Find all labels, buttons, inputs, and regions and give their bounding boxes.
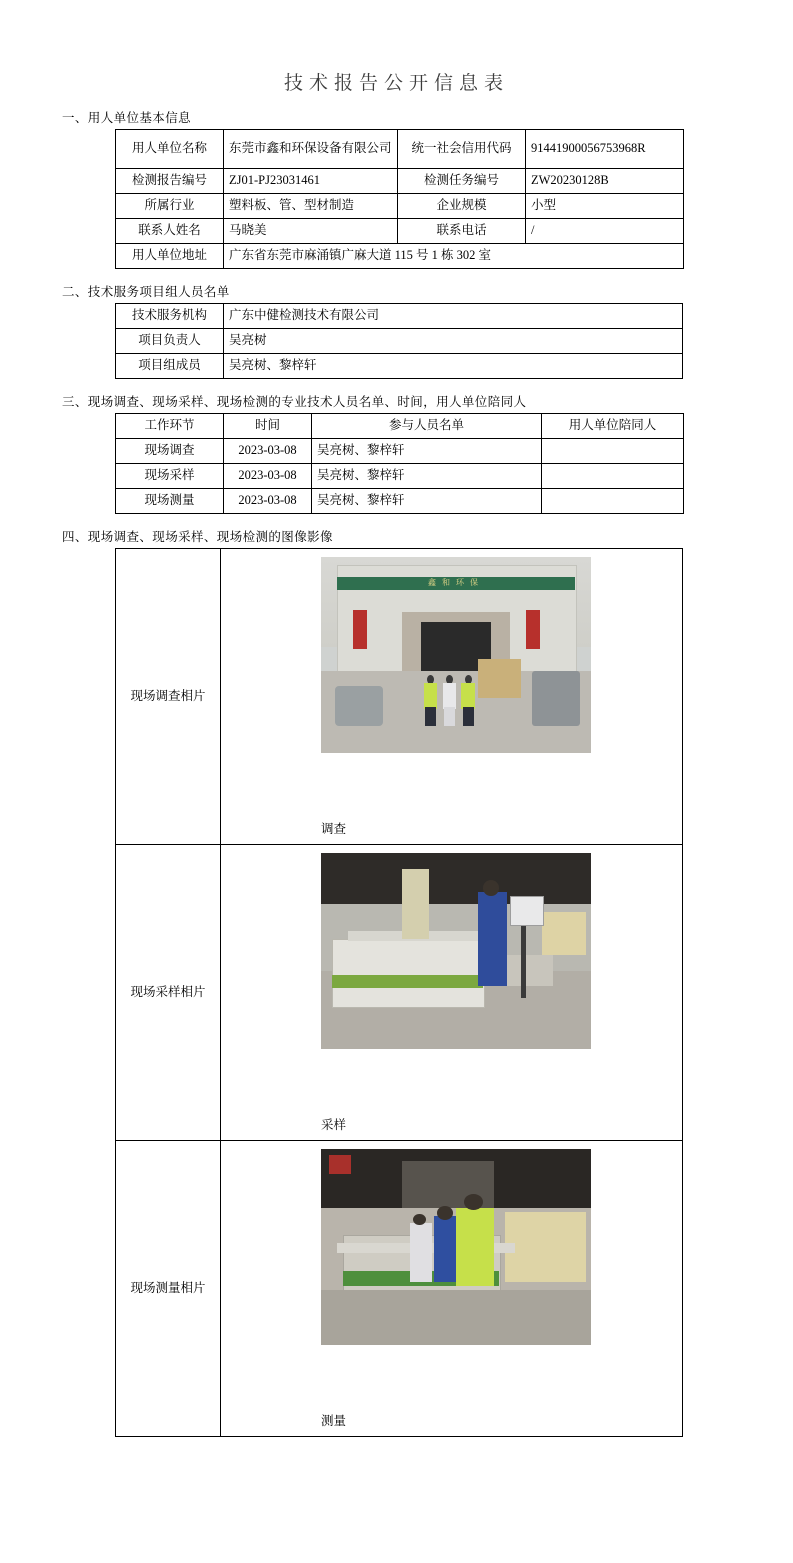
table-row — [116, 354, 683, 379]
cell-value-members: 吴亮树、黎梓轩 — [224, 354, 683, 379]
cell-value-leader: 吴亮树 — [224, 329, 683, 354]
table-row — [116, 130, 684, 169]
table-header-row — [116, 414, 684, 439]
table-row — [116, 489, 684, 514]
photo-image-survey — [321, 557, 591, 753]
person-figure — [443, 675, 457, 726]
col-header-step: 工作环节 — [116, 414, 224, 439]
cell-value-contact-phone: / — [526, 219, 684, 244]
cell-companion — [542, 489, 684, 514]
table-row — [116, 169, 684, 194]
document-page — [0, 68, 793, 1563]
photos-table — [115, 548, 683, 1437]
cell-date: 2023-03-08 — [224, 489, 312, 514]
cell-people: 吴亮树、黎梓轩 — [312, 489, 542, 514]
cell-label-agency: 技术服务机构 — [116, 304, 224, 329]
cell-date: 2023-03-08 — [224, 439, 312, 464]
photo-label-measurement: 现场测量相片 — [116, 1141, 221, 1437]
photo-caption-measurement: 测量 — [321, 1414, 347, 1429]
cell-label-scale: 企业规模 — [398, 194, 526, 219]
person-figure — [424, 675, 438, 726]
person-figure — [456, 1208, 494, 1286]
section-heading-team: 二、技术服务项目组人员名单 — [62, 285, 230, 299]
cell-companion — [542, 464, 684, 489]
team-table — [115, 303, 683, 379]
cell-value-credit-code: 91441900056753968R — [526, 130, 684, 169]
photo-caption-sampling: 采样 — [321, 1118, 347, 1133]
photo-cell-measurement — [221, 1141, 683, 1437]
photo-row-measurement — [116, 1141, 683, 1437]
col-header-companion: 用人单位陪同人 — [542, 414, 684, 439]
table-row — [116, 464, 684, 489]
photo-label-sampling: 现场采样相片 — [116, 845, 221, 1141]
cell-companion — [542, 439, 684, 464]
cell-label-contact-phone: 联系电话 — [398, 219, 526, 244]
table-row — [116, 304, 683, 329]
photo-cell-survey — [221, 549, 683, 845]
person-figure — [410, 1223, 432, 1282]
cell-label-credit-code: 统一社会信用代码 — [398, 130, 526, 169]
photo-label-survey: 现场调查相片 — [116, 549, 221, 845]
cell-value-industry: 塑料板、管、型材制造 — [224, 194, 398, 219]
table-row — [116, 244, 684, 269]
table-row — [116, 439, 684, 464]
sampling-device — [510, 896, 544, 925]
onsite-table — [115, 413, 684, 514]
cell-step: 现场采样 — [116, 464, 224, 489]
table-row — [116, 219, 684, 244]
photo-caption-survey: 调查 — [321, 822, 347, 837]
cell-label-address: 用人单位地址 — [116, 244, 224, 269]
photo-cell-sampling — [221, 845, 683, 1141]
table-row — [116, 194, 684, 219]
cell-value-company-name: 东莞市鑫和环保设备有限公司 — [224, 130, 398, 169]
cell-label-contact-name: 联系人姓名 — [116, 219, 224, 244]
photo-row-sampling — [116, 845, 683, 1141]
cell-value-contact-name: 马晓美 — [224, 219, 398, 244]
factory-sign-text: 鑫和环保 — [386, 578, 526, 590]
page-title: 技术报告公开信息表 — [283, 73, 509, 94]
cell-value-report-no: ZJ01-PJ23031461 — [224, 169, 398, 194]
cell-value-agency: 广东中健检测技术有限公司 — [224, 304, 683, 329]
cell-label-members: 项目组成员 — [116, 354, 224, 379]
tripod — [521, 924, 526, 998]
col-header-people: 参与人员名单 — [312, 414, 542, 439]
cell-value-task-no: ZW20230128B — [526, 169, 684, 194]
cell-step: 现场测量 — [116, 489, 224, 514]
cell-label-task-no: 检测任务编号 — [398, 169, 526, 194]
photo-image-measurement — [321, 1149, 591, 1345]
section-heading-photos: 四、现场调查、现场采样、现场检测的图像影像 — [62, 530, 333, 544]
photo-image-sampling — [321, 853, 591, 1049]
person-figure — [478, 892, 508, 986]
cell-label-report-no: 检测报告编号 — [116, 169, 224, 194]
col-header-date: 时间 — [224, 414, 312, 439]
section-heading-onsite: 三、现场调查、现场采样、现场检测的专业技术人员名单、时间，用人单位陪同人 — [62, 395, 527, 409]
cell-step: 现场调查 — [116, 439, 224, 464]
cell-people: 吴亮树、黎梓轩 — [312, 439, 542, 464]
cell-value-scale: 小型 — [526, 194, 684, 219]
section-heading-employer: 一、用人单位基本信息 — [62, 111, 192, 125]
cell-label-leader: 项目负责人 — [116, 329, 224, 354]
cell-label-company-name: 用人单位名称 — [116, 130, 224, 169]
cell-date: 2023-03-08 — [224, 464, 312, 489]
employer-info-table — [115, 129, 684, 269]
person-figure — [461, 675, 475, 726]
cell-people: 吴亮树、黎梓轩 — [312, 464, 542, 489]
table-row — [116, 329, 683, 354]
cell-value-address: 广东省东莞市麻涌镇广麻大道 115 号 1 栋 302 室 — [224, 244, 684, 269]
cell-label-industry: 所属行业 — [116, 194, 224, 219]
photo-row-survey — [116, 549, 683, 845]
